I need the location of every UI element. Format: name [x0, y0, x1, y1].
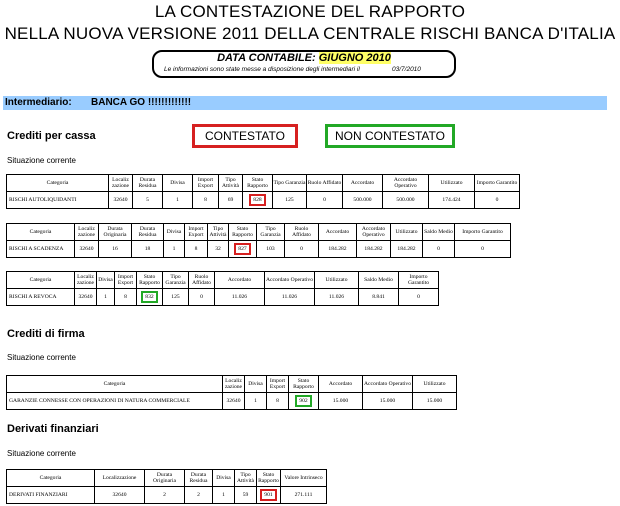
cell: 1: [245, 393, 267, 410]
header-cell: Categoria: [7, 175, 109, 192]
header-cell: Divisa: [164, 224, 185, 241]
data-contabile-caption: DATA CONTABILE:: [217, 52, 316, 64]
cell: 32640: [109, 192, 133, 209]
header-cell: Tipo Attività: [235, 470, 257, 487]
header-cell: Accordato: [343, 175, 383, 192]
header-cell: Localizzazione: [95, 470, 145, 487]
legend-contestato: CONTESTATO: [192, 124, 298, 148]
page-title-line1: LA CONTESTAZIONE DEL RAPPORTO: [154, 2, 466, 21]
table-rischi-a-scadenza: [6, 223, 511, 258]
header-cell: Stato Rapporto: [229, 224, 257, 241]
cell: 1: [213, 487, 235, 504]
cell: 32640: [223, 393, 245, 410]
header-cell: Import Export: [193, 175, 219, 192]
cell: 5: [133, 192, 163, 209]
header-cell: Divisa: [213, 470, 235, 487]
header-cell: Tipo Garanzia: [273, 175, 307, 192]
header-cell: Ruolo Affidato: [285, 224, 319, 241]
header-cell: Stato Rapporto: [137, 272, 163, 289]
cell: 8.841: [359, 289, 399, 306]
cell: 184.282: [319, 241, 357, 258]
cell-stato-rapporto: [289, 393, 319, 410]
header-cell: Localiz zazione: [223, 376, 245, 393]
cell: 1: [163, 192, 193, 209]
cell-categoria: RISCHI A REVOCA: [7, 289, 75, 306]
legend-non-contestato: NON CONTESTATO: [325, 124, 455, 148]
subtitle-cassa: Situazione corrente: [7, 156, 76, 165]
data-contabile-label: [154, 52, 454, 64]
cell: 0: [307, 192, 343, 209]
subtitle-derivati: Situazione corrente: [7, 449, 76, 458]
cell: 11.026: [265, 289, 315, 306]
header-cell: Tipo Garanzia: [257, 224, 285, 241]
intermediario-value: BANCA GO !!!!!!!!!!!!!: [91, 97, 192, 108]
cell: 125: [163, 289, 189, 306]
header-cell: Utilizzato: [413, 376, 457, 393]
cell: 15.000: [413, 393, 457, 410]
page-title-line2: NELLA NUOVA VERSIONE 2011 DELLA CENTRALE RISCHI BANCA D'ITALIA: [4, 24, 616, 43]
stato-rapporto-non-contestato: 832: [141, 291, 157, 303]
header-cell: Divisa: [97, 272, 115, 289]
header-cell: Localiz zazione: [109, 175, 133, 192]
header-cell: Divisa: [245, 376, 267, 393]
cell: 8: [185, 241, 208, 258]
cell: 32: [208, 241, 229, 258]
header-cell: Import Export: [267, 376, 289, 393]
stato-rapporto-contestato: 828: [249, 194, 265, 206]
header-cell: Stato Rapporto: [243, 175, 273, 192]
data-contabile-date: 03/7/2010: [392, 66, 421, 73]
table-row: [7, 192, 520, 209]
cell: 174.424: [429, 192, 475, 209]
cell: 500.000: [383, 192, 429, 209]
table-row: [7, 289, 439, 306]
cell: 32640: [75, 289, 97, 306]
section-crediti-cassa: Crediti per cassa: [7, 130, 96, 142]
cell: 0: [455, 241, 511, 258]
header-cell: Importo Garantito: [475, 175, 520, 192]
cell: 0: [423, 241, 455, 258]
cell: 32640: [75, 241, 99, 258]
table-rischi-autoliquidanti: [6, 174, 520, 209]
table-row: [7, 241, 511, 258]
cell: 2: [185, 487, 213, 504]
table-derivati-finanziari: [6, 469, 327, 504]
data-contabile-box: [152, 50, 456, 78]
header-cell: Durata Residua: [185, 470, 213, 487]
cell: 103: [257, 241, 285, 258]
cell-categoria: RISCHI AUTOLIQUIDANTI: [7, 192, 109, 209]
cell: 15.000: [319, 393, 363, 410]
cell-categoria: RISCHI A SCADENZA: [7, 241, 75, 258]
header-cell: Durata Originaria: [145, 470, 185, 487]
header-cell: Accordato Operativo: [265, 272, 315, 289]
cell: 0: [189, 289, 215, 306]
header-cell: Accordato: [215, 272, 265, 289]
table-row: [7, 487, 327, 504]
table-row: [7, 393, 457, 410]
section-derivati: Derivati finanziari: [7, 423, 99, 435]
header-cell: Durata Originaria: [99, 224, 132, 241]
header-cell: Durata Residua: [132, 224, 164, 241]
cell: 184.282: [391, 241, 423, 258]
cell-categoria: GARANZIE CONNESSE CON OPERAZIONI DI NATURA COMMERCIALE: [7, 393, 223, 410]
table-rischi-a-revoca: [6, 271, 439, 306]
subtitle-firma: Situazione corrente: [7, 353, 76, 362]
header-cell: Categoria: [7, 470, 95, 487]
header-cell: Divisa: [163, 175, 193, 192]
header-cell: Accordato Operativo: [363, 376, 413, 393]
header-cell: Saldo Medio: [423, 224, 455, 241]
cell: 59: [235, 487, 257, 504]
cell: 271.111: [281, 487, 327, 504]
header-cell: Categoria: [7, 376, 223, 393]
header-cell: Tipo Attività: [219, 175, 243, 192]
cell: 8: [267, 393, 289, 410]
cell-categoria: DERIVATI FINANZIARI: [7, 487, 95, 504]
header-cell: Saldo Medio: [359, 272, 399, 289]
cell: 184.282: [357, 241, 391, 258]
data-contabile-value: GIUGNO 2010: [318, 52, 391, 64]
cell: 1: [97, 289, 115, 306]
stato-rapporto-contestato: 901: [260, 489, 276, 501]
header-cell: Tipo Garanzia: [163, 272, 189, 289]
cell-stato-rapporto: [243, 192, 273, 209]
cell: 0: [285, 241, 319, 258]
header-cell: Categoria: [7, 224, 75, 241]
header-cell: Ruolo Affidato: [307, 175, 343, 192]
header-cell: Importo Garantito: [455, 224, 511, 241]
header-cell: Valore Intrinseco: [281, 470, 327, 487]
intermediario-bar: [3, 96, 607, 110]
cell-stato-rapporto: [137, 289, 163, 306]
header-cell: Localiz zazione: [75, 272, 97, 289]
header-cell: Ruolo Affidato: [189, 272, 215, 289]
cell: 18: [132, 241, 164, 258]
cell: 16: [99, 241, 132, 258]
header-cell: Categoria: [7, 272, 75, 289]
cell: 11.026: [315, 289, 359, 306]
header-cell: Accordato Operativo: [383, 175, 429, 192]
header-cell: Importo Garantito: [399, 272, 439, 289]
header-cell: Accordato: [319, 376, 363, 393]
cell-stato-rapporto: [229, 241, 257, 258]
cell: 32640: [95, 487, 145, 504]
cell: 1: [164, 241, 185, 258]
header-cell: Tipo Attività: [208, 224, 229, 241]
header-cell: Utilizzato: [315, 272, 359, 289]
table-garanzie: [6, 375, 457, 410]
header-cell: Utilizzato: [429, 175, 475, 192]
stato-rapporto-non-contestato: 902: [295, 395, 311, 407]
cell: 69: [219, 192, 243, 209]
cell-stato-rapporto: [257, 487, 281, 504]
cell: 15.000: [363, 393, 413, 410]
header-cell: Utilizzato: [391, 224, 423, 241]
intermediario-label: Intermediario:: [5, 97, 72, 108]
cell: 8: [115, 289, 137, 306]
header-cell: Stato Rapporto: [289, 376, 319, 393]
cell: 125: [273, 192, 307, 209]
header-cell: Durata Residua: [133, 175, 163, 192]
header-cell: Accordato: [319, 224, 357, 241]
header-cell: Import Export: [115, 272, 137, 289]
header-cell: Import Export: [185, 224, 208, 241]
cell: 11.026: [215, 289, 265, 306]
cell: 0: [399, 289, 439, 306]
header-cell: Accordato Operativo: [357, 224, 391, 241]
stato-rapporto-contestato: 827: [234, 243, 250, 255]
data-contabile-info: Le informazioni sono state messe a disposizione degli intermediari il: [164, 66, 360, 73]
section-crediti-firma: Crediti di firma: [7, 328, 85, 340]
header-cell: Stato Rapporto: [257, 470, 281, 487]
cell: 0: [475, 192, 520, 209]
cell: 500.000: [343, 192, 383, 209]
cell: 2: [145, 487, 185, 504]
cell: 8: [193, 192, 219, 209]
header-cell: Localiz zazione: [75, 224, 99, 241]
